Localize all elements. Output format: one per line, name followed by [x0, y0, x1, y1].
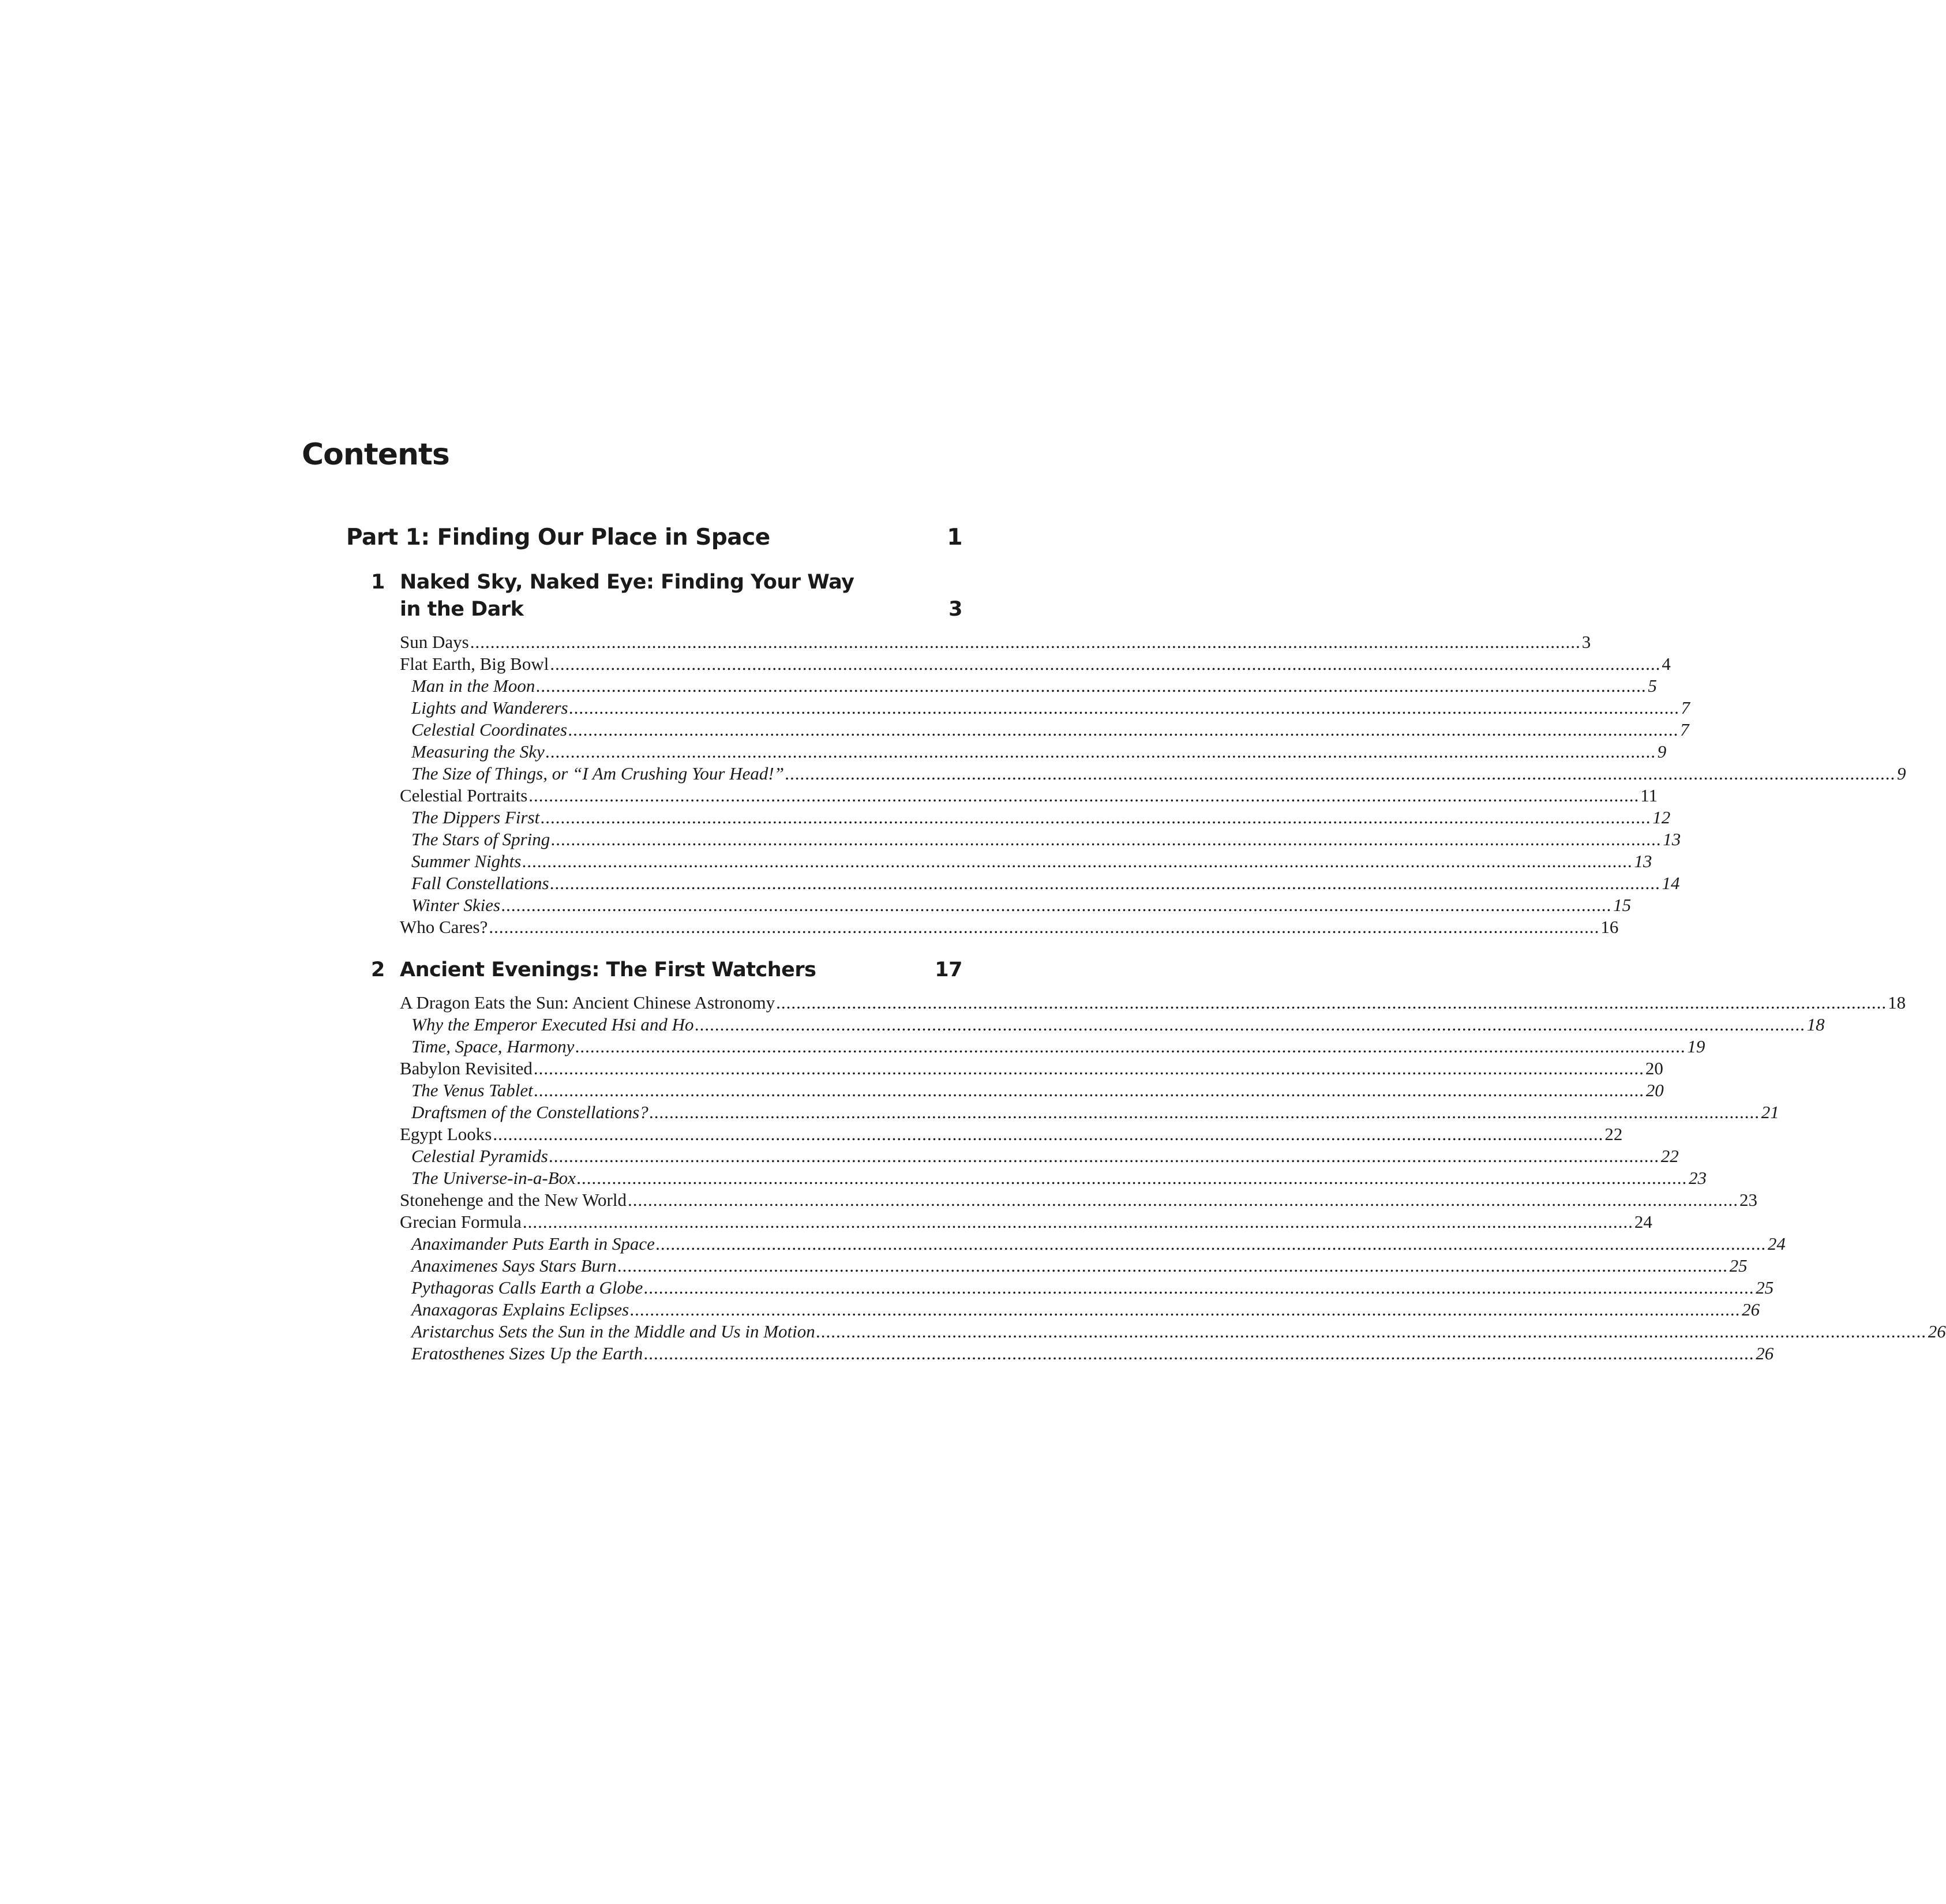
toc-entry — [400, 1189, 1757, 1211]
dot-leader: ............................................................................................................................................................................................................................ — [568, 719, 1679, 740]
toc-subentry — [400, 675, 1657, 697]
entry-page-number: 22 — [1604, 1124, 1623, 1144]
chapter-number: 2 — [371, 958, 385, 981]
toc-subentry — [400, 763, 1906, 785]
toc-subentry — [400, 1036, 1705, 1058]
dot-leader: ............................................................................................................................................................................................................................ — [534, 1080, 1645, 1100]
entry-title: Anaximenes Says Stars Burn — [411, 1255, 617, 1276]
dot-leader: ............................................................................................................................................................................................................................ — [489, 917, 1600, 937]
entry-page-number: 26 — [1742, 1299, 1760, 1320]
dot-leader: ............................................................................................................................................................................................................................ — [551, 829, 1662, 849]
dot-leader: ............................................................................................................................................................................................................................ — [536, 676, 1647, 696]
entry-page-number: 26 — [1756, 1343, 1774, 1363]
entry-page-number: 4 — [1662, 654, 1671, 674]
chapter-2 — [371, 957, 1946, 1365]
entry-page-number: 7 — [1681, 698, 1690, 718]
entry-page-number: 13 — [1634, 851, 1652, 871]
entry-title: Egypt Looks — [400, 1124, 492, 1144]
entry-title: A Dragon Eats the Sun: Ancient Chinese Astronomy — [400, 992, 775, 1013]
entry-title: The Venus Tablet — [411, 1080, 533, 1100]
entry-title: Summer Nights — [411, 851, 522, 871]
entry-title: Anaximander Puts Earth in Space — [411, 1234, 655, 1254]
dot-leader: ............................................................................................................................................................................................................................ — [545, 741, 1656, 762]
entry-title: Grecian Formula — [400, 1212, 522, 1232]
toc-subentry — [400, 697, 1690, 719]
toc-subentry — [400, 1255, 1748, 1277]
toc-subentry — [400, 1014, 1825, 1036]
chapter-page-number: 17 — [935, 958, 962, 981]
chapter-entries — [400, 631, 1906, 938]
dot-leader: ............................................................................................................................................................................................................................ — [549, 1146, 1660, 1166]
entry-title: Anaxagoras Explains Eclipses — [411, 1299, 629, 1320]
dot-leader: ............................................................................................................................................................................................................................ — [576, 1168, 1688, 1188]
entry-page-number: 24 — [1634, 1212, 1652, 1232]
entry-page-number: 14 — [1662, 873, 1680, 893]
entry-page-number: 15 — [1613, 895, 1632, 915]
dot-leader: ............................................................................................................................................................................................................................ — [522, 1212, 1633, 1232]
toc-subentry — [400, 829, 1681, 850]
toc-entry — [400, 1211, 1652, 1233]
dot-leader: ............................................................................................................................................................................................................................ — [617, 1255, 1728, 1276]
chapter-title-line-1: Naked Sky, Naked Eye: Finding Your Way — [400, 571, 854, 594]
entry-title: Fall Constellations — [411, 873, 549, 893]
table-of-contents — [346, 519, 1946, 1365]
entry-page-number: 20 — [1645, 1080, 1664, 1100]
entry-title: The Stars of Spring — [411, 829, 550, 849]
dot-leader: ............................................................................................................................................................................................................................ — [630, 1299, 1741, 1320]
entry-title: Winter Skies — [411, 895, 501, 915]
chapter-number: 1 — [371, 571, 385, 594]
entry-title: Who Cares? — [400, 917, 488, 937]
toc-entry — [400, 1123, 1623, 1145]
dot-leader: ............................................................................................................................................................................................................................ — [627, 1190, 1738, 1210]
toc-subentry — [400, 1343, 1774, 1365]
chapter-heading — [371, 957, 962, 984]
dot-leader: ............................................................................................................................................................................................................................ — [522, 851, 1633, 871]
toc-entry — [400, 631, 1591, 653]
entry-page-number: 23 — [1688, 1168, 1707, 1188]
entry-page-number: 23 — [1739, 1190, 1757, 1210]
dot-leader: ............................................................................................................................................................................................................................ — [575, 1036, 1686, 1056]
dot-leader: ............................................................................................................................................................................................................................ — [569, 698, 1680, 718]
dot-leader: ............................................................................................................................................................................................................................ — [785, 763, 1896, 784]
chapter-title: Ancient Evenings: The First Watchers — [400, 958, 816, 981]
part-title: Part 1: Finding Our Place in Space — [346, 524, 770, 550]
toc-subentry — [400, 894, 1632, 916]
entry-page-number: 18 — [1888, 992, 1906, 1013]
toc-entry — [400, 653, 1671, 675]
entry-page-number: 7 — [1680, 719, 1689, 740]
dot-leader: ............................................................................................................................................................................................................................ — [501, 895, 1613, 915]
entry-page-number: 26 — [1928, 1321, 1946, 1341]
entry-page-number: 9 — [1657, 741, 1667, 762]
dot-leader: ............................................................................................................................................................................................................................ — [533, 1058, 1644, 1078]
toc-subentry — [400, 1080, 1664, 1101]
dot-leader: ............................................................................................................................................................................................................................ — [644, 1343, 1755, 1363]
toc-subentry — [400, 1321, 1946, 1343]
entry-title: Babylon Revisited — [400, 1058, 533, 1078]
entry-title: Aristarchus Sets the Sun in the Middle and Us in Motion — [411, 1321, 815, 1341]
chapter-entries — [400, 992, 1946, 1365]
part-heading — [346, 519, 962, 556]
entry-page-number: 5 — [1648, 676, 1657, 696]
entry-page-number: 3 — [1581, 632, 1591, 652]
entry-title: The Size of Things, or “I Am Crushing Your Head!” — [411, 763, 784, 784]
toc-subentry — [400, 872, 1680, 894]
entry-title: Sun Days — [400, 632, 469, 652]
entry-page-number: 11 — [1640, 785, 1658, 805]
entry-page-number: 21 — [1761, 1102, 1779, 1122]
toc-subentry — [400, 1233, 1786, 1255]
toc-subentry — [400, 807, 1671, 829]
entry-page-number: 12 — [1652, 807, 1671, 827]
dot-leader: ............................................................................................................................................................................................................................ — [528, 785, 1640, 805]
entry-title: Celestial Coordinates — [411, 719, 568, 740]
toc-subentry — [400, 1167, 1707, 1189]
toc-subentry — [400, 1277, 1774, 1299]
entry-page-number: 20 — [1645, 1058, 1663, 1078]
entry-page-number: 25 — [1729, 1255, 1748, 1276]
part-page-number: 1 — [947, 524, 962, 550]
entry-title: Eratosthenes Sizes Up the Earth — [411, 1343, 643, 1363]
entry-title: Time, Space, Harmony — [411, 1036, 575, 1056]
dot-leader: ............................................................................................................................................................................................................................ — [655, 1234, 1767, 1254]
entry-page-number: 9 — [1896, 763, 1906, 784]
entry-title: Why the Emperor Executed Hsi and Ho — [411, 1014, 694, 1035]
entry-title: Man in the Moon — [411, 676, 535, 696]
entry-page-number: 25 — [1756, 1277, 1774, 1298]
entry-page-number: 19 — [1687, 1036, 1705, 1056]
toc-subentry — [400, 1299, 1760, 1321]
dot-leader: ............................................................................................................................................................................................................................ — [493, 1124, 1604, 1144]
dot-leader: ............................................................................................................................................................................................................................ — [776, 992, 1887, 1013]
entry-title: Measuring the Sky — [411, 741, 545, 762]
entry-page-number: 13 — [1663, 829, 1681, 849]
entry-title: Celestial Pyramids — [411, 1146, 548, 1166]
toc-subentry — [400, 1101, 1779, 1123]
entry-title: Celestial Portraits — [400, 785, 528, 805]
dot-leader: ............................................................................................................................................................................................................................ — [550, 873, 1661, 893]
dot-leader: ............................................................................................................................................................................................................................ — [649, 1102, 1760, 1122]
dot-leader: ............................................................................................................................................................................................................................ — [644, 1277, 1755, 1298]
toc-subentry — [400, 1145, 1679, 1167]
chapter-page-number: 3 — [948, 598, 962, 621]
chapter-title-line-2: in the Dark — [400, 598, 524, 621]
dot-leader: ............................................................................................................................................................................................................................ — [541, 807, 1652, 827]
chapter-heading — [371, 569, 962, 623]
toc-subentry — [400, 719, 1689, 741]
entry-title: Draftsmen of the Constellations? — [411, 1102, 648, 1122]
toc-subentry — [400, 741, 1667, 763]
entry-page-number: 18 — [1806, 1014, 1825, 1035]
entry-title: The Universe-in-a-Box — [411, 1168, 576, 1188]
entry-title: Pythagoras Calls Earth a Globe — [411, 1277, 643, 1298]
entry-title: Flat Earth, Big Bowl — [400, 654, 549, 674]
entry-title: Stonehenge and the New World — [400, 1190, 627, 1210]
toc-subentry — [400, 850, 1652, 872]
toc-entry — [400, 785, 1658, 807]
entry-page-number: 24 — [1767, 1234, 1786, 1254]
dot-leader: ............................................................................................................................................................................................................................ — [695, 1014, 1806, 1035]
entry-page-number: 22 — [1660, 1146, 1679, 1166]
dot-leader: ............................................................................................................................................................................................................................ — [470, 632, 1581, 652]
dot-leader: ............................................................................................................................................................................................................................ — [550, 654, 1661, 674]
entry-title: The Dippers First — [411, 807, 540, 827]
dot-leader: ............................................................................................................................................................................................................................ — [816, 1321, 1927, 1341]
toc-entry — [400, 992, 1906, 1014]
toc-entry — [400, 1058, 1663, 1080]
chapter-1 — [371, 569, 1906, 938]
page-title: Contents — [302, 437, 449, 472]
entry-page-number: 16 — [1600, 917, 1619, 937]
toc-entry — [400, 916, 1619, 938]
entry-title: Lights and Wanderers — [411, 698, 568, 718]
